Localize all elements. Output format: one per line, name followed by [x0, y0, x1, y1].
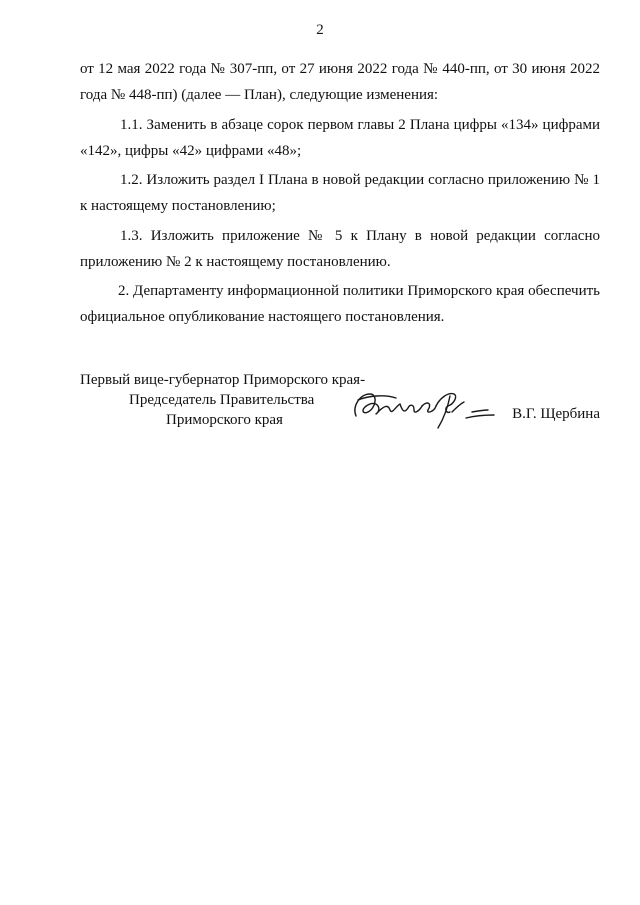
paragraph-item-1-2: 1.2. Изложить раздел I Плана в новой редакции согласно приложению № 1 к настоящему постановлению;	[80, 172, 600, 214]
signatory-title-line-3: Приморского края	[166, 412, 283, 428]
document-body	[80, 56, 600, 334]
paragraph-item-1-1: 1.1. Заменить в абзаце сорок первом главы 2 Плана цифры «134» цифрами «142», цифры «42» цифрами «48»;	[80, 116, 600, 159]
handwritten-signature	[348, 382, 508, 434]
signatory-title-line-2: Председатель Правительства	[129, 392, 315, 408]
paragraph-item-2: 2. Департаменту информационной политики Приморского края обеспечить официальное опубликование настоящего постановления.	[80, 283, 600, 325]
page-number: 2	[316, 22, 324, 38]
signatory-name: В.Г. Щербина	[512, 406, 600, 422]
paragraph-continuation: от 12 мая 2022 года № 307-пп, от 27 июня 2022 года № 440-пп, от 30 июня 2022 года № 448-пп) (далее — План), следующие изменения:	[80, 61, 600, 103]
paragraph-item-1-3: 1.3. Изложить приложение № 5 к Плану в новой редакции согласно приложению № 2 к настоящему постановлению.	[80, 227, 600, 270]
signatory-title-line-1: Первый вице-губернатор Приморского края-	[80, 372, 366, 388]
